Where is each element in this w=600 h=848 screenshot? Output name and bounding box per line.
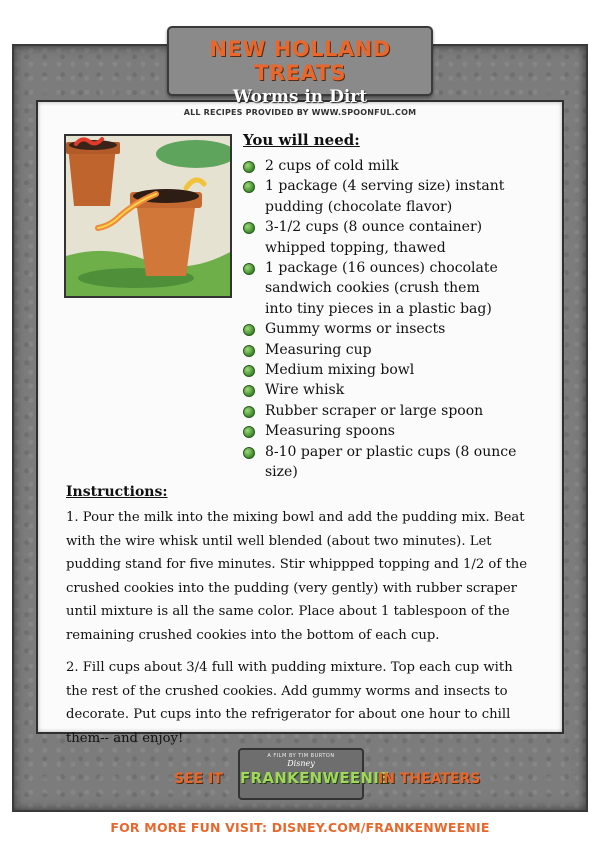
instruction-step-1: 1. Pour the milk into the mixing bowl and add the pudding mix. Beat with the wire whisk until well blended (about two minutes). Let pudding stand for five minutes. Stir whippped topping and 1/2 of the crushed cookies into the pudding (very gently) with rubber scraper until mixture is all the same color. Place about 1 tablespoon of the remaining crushed cookies into the bottom of each cup. <box>66 510 528 643</box>
ingredient-list <box>243 156 543 483</box>
logo-title: FRANKENWEENIE <box>240 769 390 787</box>
ingredient-text: Measuring spoons <box>265 423 395 440</box>
ingredient-text: Medium mixing bowl <box>265 362 415 379</box>
ingredient-item <box>243 380 543 400</box>
ingredient-text: Measuring cup <box>265 341 372 358</box>
bullet-icon <box>243 222 255 234</box>
bullet-icon <box>243 345 255 357</box>
ingredients-heading: You will need: <box>243 131 360 149</box>
ingredient-text: sandwich cookies (crush them <box>265 280 480 297</box>
ingredient-item <box>243 156 543 176</box>
ingredient-text: pudding (chocolate flavor) <box>265 198 453 215</box>
ingredient-text: Rubber scraper or large spoon <box>265 402 484 419</box>
recipe-credit: ALL RECIPES PROVIDED BY WWW.SPOONFUL.COM <box>183 108 417 117</box>
website-link[interactable]: FOR MORE FUN VISIT: DISNEY.COM/FRANKENWEENIE <box>110 820 490 835</box>
bullet-icon <box>243 385 255 397</box>
bullet-icon <box>243 324 255 336</box>
bullet-icon <box>243 181 255 193</box>
ingredient-item <box>243 176 543 217</box>
ingredient-text: 8-10 paper or plastic cups (8 ounce size) <box>265 443 517 481</box>
logo-disney: Disney <box>287 759 315 768</box>
bullet-icon <box>243 447 255 459</box>
ingredient-text: 1 package (16 ounces) chocolate <box>265 260 498 277</box>
ingredient-item <box>243 401 543 421</box>
ingredient-text: Wire whisk <box>265 382 345 399</box>
movie-logo <box>238 748 390 800</box>
ingredient-text: into tiny pieces in a plastic bag) <box>265 300 492 317</box>
bullet-icon <box>243 263 255 275</box>
ingredient-text: 1 package (4 serving size) instant <box>265 178 505 195</box>
ingredient-text: 2 cups of cold milk <box>265 158 399 174</box>
recipe-title: Worms in Dirt <box>232 87 368 107</box>
ingredient-item <box>243 217 543 258</box>
instructions-heading: Instructions: <box>66 484 168 500</box>
bullet-icon <box>243 426 255 438</box>
ingredient-text: 3-1/2 cups (8 ounce container) <box>265 219 483 236</box>
in-theaters-label: IN THEATERS <box>378 771 481 787</box>
bullet-icon <box>243 406 255 418</box>
ingredient-item <box>243 258 543 319</box>
logo-byline: A FILM BY TIM BURTON <box>267 753 335 759</box>
ingredient-text: whipped topping, thawed <box>265 239 446 256</box>
instruction-step-2: 2. Fill cups about 3/4 full with pudding mixture. Top each cup with the rest of the crushed cookies. Add gummy worms and insects to decorate. Put cups into the refrigerator for about one hour to chill them-- and enjoy! <box>66 660 513 746</box>
bullet-icon <box>243 365 255 377</box>
see-it-label: SEE IT <box>174 771 223 787</box>
bullet-icon <box>243 161 255 173</box>
ingredient-item <box>243 340 543 360</box>
series-title: NEW HOLLAND TREATS <box>209 37 391 85</box>
ingredient-item <box>243 319 543 339</box>
ingredient-item <box>243 442 543 483</box>
ingredient-item <box>243 421 543 441</box>
ingredient-text: Gummy worms or insects <box>265 321 446 338</box>
ingredient-item <box>243 360 543 380</box>
recipe-photo <box>64 134 232 298</box>
copyright-notice: © 2012 Disney <box>570 741 578 795</box>
title-plate <box>167 26 433 107</box>
